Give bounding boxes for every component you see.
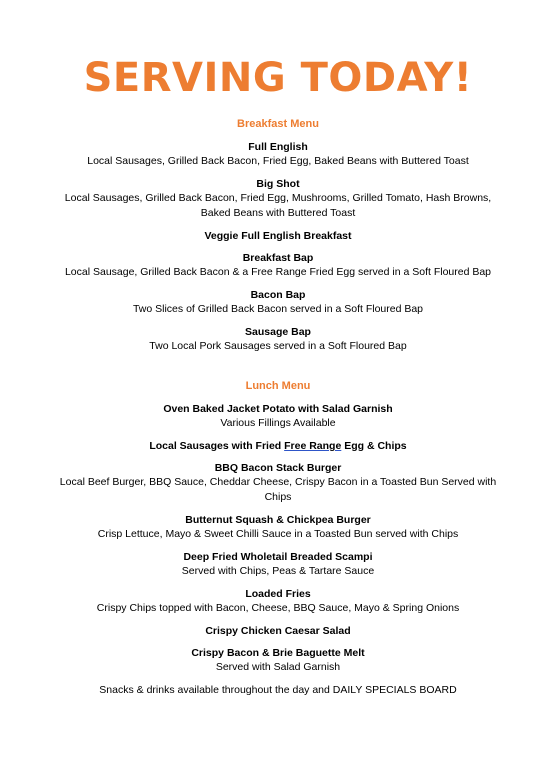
item-description: Local Beef Burger, BBQ Sauce, Cheddar Cheese, Crispy Bacon in a Toasted Bun Served with Chips: [59, 476, 497, 503]
menu-item: [0, 646, 556, 675]
item-description: Two Slices of Grilled Back Bacon served in a Soft Floured Bap: [132, 303, 424, 315]
menu-item: [0, 229, 556, 243]
item-name: BBQ Bacon Stack Burger: [214, 462, 342, 474]
footer-note: Snacks & drinks available throughout the day and DAILY SPECIALS BOARD: [99, 684, 457, 696]
item-description: Local Sausage, Grilled Back Bacon & a Free Range Fried Egg served in a Soft Floured Bap: [64, 266, 492, 278]
item-description: Two Local Pork Sausages served in a Soft Floured Bap: [149, 340, 407, 352]
menu-item: [0, 402, 556, 431]
item-description: Served with Salad Garnish: [215, 661, 341, 673]
menu-item: [0, 624, 556, 638]
menu-item: [0, 550, 556, 579]
menu-item: [0, 461, 556, 505]
item-name: Bacon Bap: [250, 289, 306, 301]
item-name: Crispy Bacon & Brie Baguette Melt: [191, 647, 365, 659]
item-name-part: Local Sausages with Fried: [149, 440, 285, 452]
item-name: Deep Fried Wholetail Breaded Scampi: [183, 551, 373, 563]
item-name: Breakfast Bap: [242, 252, 314, 264]
item-description: Served with Chips, Peas & Tartare Sauce: [181, 565, 375, 577]
menu-item: [0, 251, 556, 280]
menu-item: [0, 177, 556, 221]
item-name: Loaded Fries: [245, 588, 311, 600]
lunch-heading: Lunch Menu: [245, 380, 311, 392]
item-name: Veggie Full English Breakfast: [204, 230, 352, 242]
menu-item: [0, 587, 556, 616]
menu-item: [0, 325, 556, 354]
menu-item: [0, 439, 556, 453]
item-name: Oven Baked Jacket Potato with Salad Garnish: [163, 403, 393, 415]
breakfast-heading: Breakfast Menu: [237, 118, 319, 130]
item-name: Full English: [248, 141, 308, 153]
item-description: Local Sausages, Grilled Back Bacon, Fried Egg, Baked Beans with Buttered Toast: [87, 155, 469, 167]
item-description: Crispy Chips topped with Bacon, Cheese, BBQ Sauce, Mayo & Spring Onions: [96, 602, 460, 614]
item-description: Various Fillings Available: [220, 417, 336, 429]
item-name: Big Shot: [256, 178, 300, 190]
item-description: Local Sausages, Grilled Back Bacon, Fried Egg, Mushrooms, Grilled Tomato, Hash Browns, Baked Beans with Buttered Toast: [64, 192, 492, 219]
menu-item: [0, 513, 556, 542]
menu-item: [0, 288, 556, 317]
item-name: Sausage Bap: [245, 326, 311, 338]
item-name-part: Egg & Chips: [341, 440, 407, 452]
page-title: SERVING TODAY!: [83, 55, 473, 101]
item-name: [0, 439, 556, 453]
item-name: Butternut Squash & Chickpea Burger: [185, 514, 371, 526]
section-spacer: [0, 362, 556, 379]
item-description: Crisp Lettuce, Mayo & Sweet Chilli Sauce in a Toasted Bun served with Chips: [97, 528, 459, 540]
menu-item: [0, 140, 556, 169]
underlined-text: Free Range: [284, 440, 342, 452]
item-name: Crispy Chicken Caesar Salad: [205, 625, 351, 637]
